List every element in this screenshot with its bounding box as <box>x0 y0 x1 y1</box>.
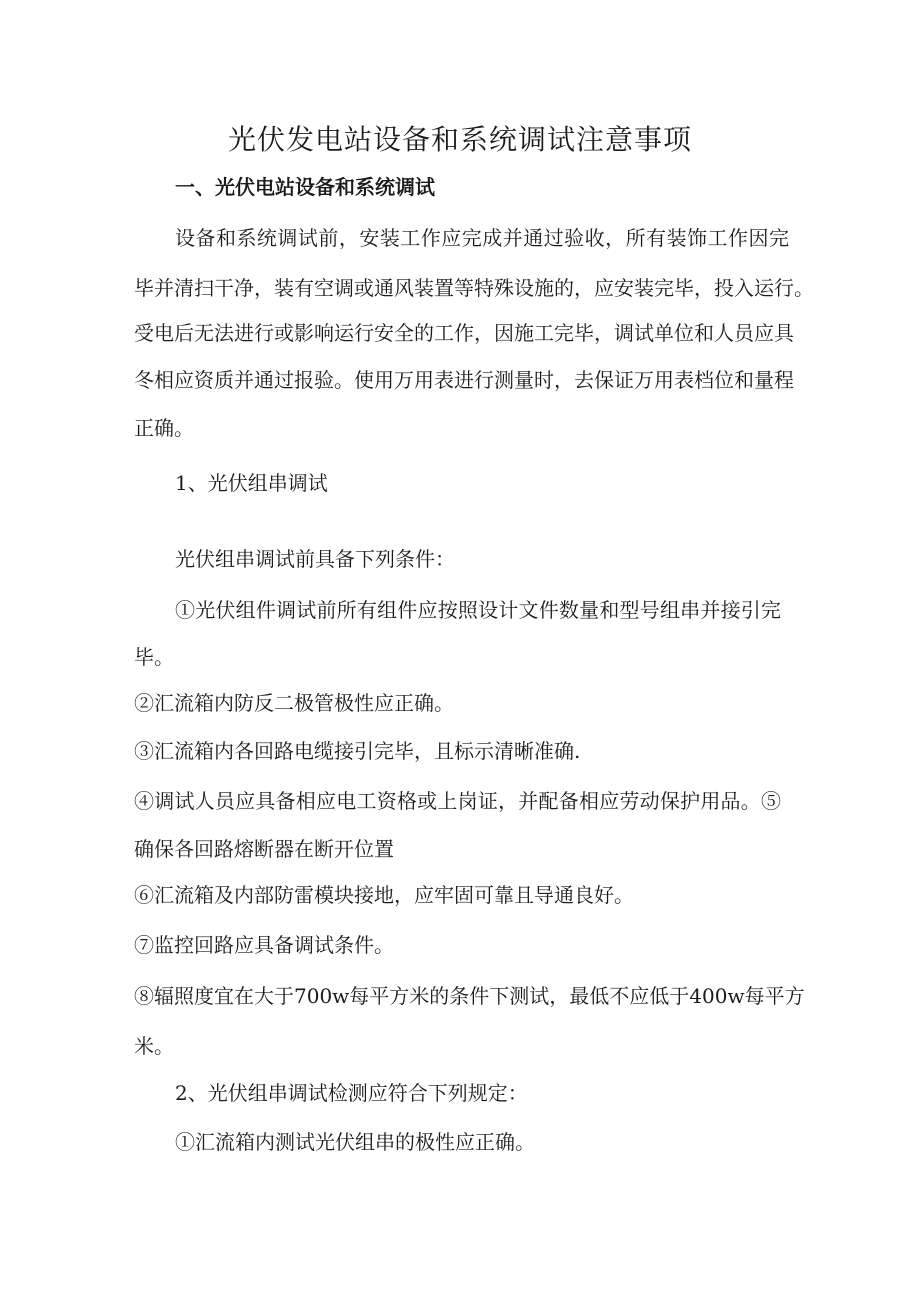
condition-line-4: ③汇流箱内各回路电缆接引完毕，且标示清晰准确. <box>134 739 581 763</box>
subsection-heading-2: 2、光伏组串调试检测应符合下列规定： <box>175 1081 528 1105</box>
intro-line-3: 受电后无法进行或影响运行安全的工作，因施工完毕，调试单位和人员应具 <box>134 321 794 345</box>
conditions-intro: 光伏组串调试前具备下列条件： <box>175 547 455 571</box>
condition-line-3: ②汇流箱内防反二极管极性应正确。 <box>134 691 454 715</box>
intro-line-1: 设备和系统调试前，安装工作应完成并通过验收，所有装饰工作因完 <box>175 226 789 250</box>
condition-line-6: 确保各回路熔断器在断开位置 <box>134 837 394 861</box>
condition-line-1: ①光伏组件调试前所有组件应按照设计文件数量和型号组串并接引完 <box>175 598 781 622</box>
intro-line-2: 毕并清扫干净，装有空调或通风装置等特殊设施的，应安装完毕，投入运行。 <box>134 276 814 300</box>
condition-line-7: ⑥汇流箱及内部防雷模块接地，应牢固可靠且导通良好。 <box>134 883 634 907</box>
intro-line-5: 正确。 <box>134 416 194 440</box>
rule-line-1: ①汇流箱内测试光伏组串的极性应正确。 <box>175 1130 535 1154</box>
intro-line-4: 冬相应资质并通过报验。使用万用表进行测量时，去保证万用表档位和量程 <box>134 368 794 392</box>
condition-line-9: ⑧辐照度宜在大于700w每平方米的条件下测试，最低不应低于400w每平方 <box>134 984 805 1008</box>
section-heading-1: 一、光伏电站设备和系统调试 <box>175 175 435 199</box>
condition-line-5: ④调试人员应具备相应电工资格或上岗证，并配备相应劳动保护用品。⑤ <box>134 789 781 813</box>
condition-line-2: 毕。 <box>134 645 174 669</box>
condition-line-10: 米。 <box>134 1034 174 1058</box>
condition-line-8: ⑦监控回路应具备调试条件。 <box>134 933 394 957</box>
document-title: 光伏发电站设备和系统调试注意事项 <box>227 123 692 156</box>
subsection-heading-1: 1、光伏组串调试 <box>175 471 328 495</box>
